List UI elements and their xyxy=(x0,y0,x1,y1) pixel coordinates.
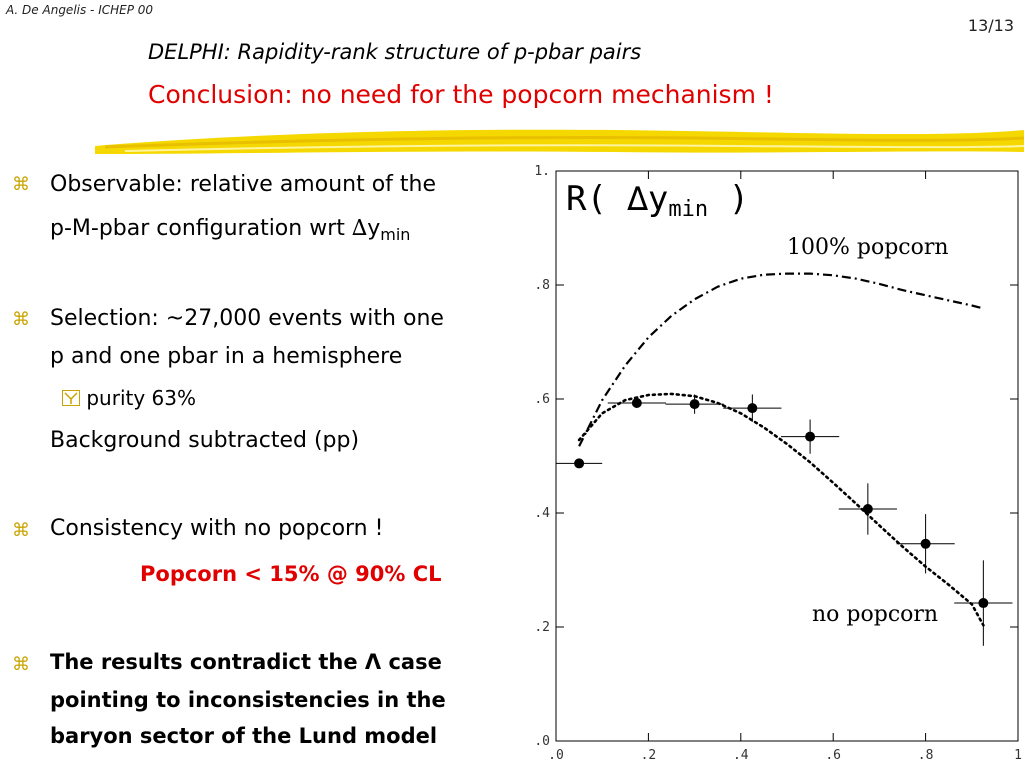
bullet-selection-line2: p and one pbar in a hemisphere xyxy=(50,344,403,369)
data-point xyxy=(632,398,642,408)
bullet-observable-line1: Observable: relative amount of the xyxy=(50,172,436,197)
bullet-results-line3: baryon sector of the Lund model xyxy=(50,724,438,748)
label-no-popcorn: no popcorn xyxy=(812,602,939,627)
bullet-consistency-line1: Consistency with no popcorn ! xyxy=(50,516,384,541)
curve-100-popcorn xyxy=(579,274,983,447)
x-tick-label: .2 xyxy=(640,748,657,763)
data-point xyxy=(690,399,700,409)
data-point xyxy=(978,598,988,608)
data-point xyxy=(921,539,931,549)
data-points xyxy=(556,394,1012,645)
page-number: 13/13 xyxy=(967,16,1014,35)
y-symbol: y xyxy=(367,216,381,241)
purity-text: purity 63% xyxy=(86,386,196,410)
y-tick-label: .4 xyxy=(534,506,550,521)
x-tick-label: .0 xyxy=(548,748,564,763)
delta-symbol: ∆ xyxy=(351,216,368,241)
data-point xyxy=(574,458,584,468)
command-icon: ⌘ xyxy=(12,654,30,675)
axis-title-delta-y: ∆y xyxy=(627,179,669,219)
y-tick-label: .2 xyxy=(534,620,550,635)
axis-title xyxy=(566,179,749,222)
checkbox-icon xyxy=(62,390,80,406)
y-tick-label: 1. xyxy=(534,164,550,179)
axis-title-prefix: R( xyxy=(566,179,628,219)
x-tick-label: .6 xyxy=(825,748,842,763)
data-point xyxy=(747,403,757,413)
data-point xyxy=(863,504,873,514)
min-subscript: min xyxy=(380,225,411,244)
y-tick-label: .0 xyxy=(534,734,550,749)
axis-title-sub: min xyxy=(668,197,709,222)
curve-no-popcorn xyxy=(579,394,983,625)
x-tick-label: .4 xyxy=(732,748,749,763)
command-icon: ⌘ xyxy=(12,520,30,541)
x-tick-label: 1 xyxy=(1014,748,1022,763)
bullet-results-line1: The results contradict the Λ case xyxy=(50,650,442,674)
slide-title: DELPHI: Rapidity-rank structure of p-pbar pairs xyxy=(148,40,642,64)
y-tick-label: .6 xyxy=(534,392,550,407)
bullet-selection-line1: Selection: ~27,000 events with one xyxy=(50,306,444,331)
x-tick-label: .8 xyxy=(917,748,934,763)
bullet-background-line: Background subtracted (pp) xyxy=(50,428,360,453)
data-point xyxy=(805,432,815,442)
y-tick-label: .8 xyxy=(534,278,550,293)
author-label: A. De Angelis - ICHEP 00 xyxy=(6,3,154,17)
x-axis xyxy=(548,171,1022,763)
bullet-observable-line2 xyxy=(50,216,410,244)
bullet-results-line2: pointing to inconsistencies in the xyxy=(50,688,446,712)
slide-subtitle: Conclusion: no need for the popcorn mechanism ! xyxy=(148,80,774,109)
command-icon: ⌘ xyxy=(12,174,30,195)
axis-title-suffix: ) xyxy=(708,179,750,219)
popcorn-limit-text: Popcorn < 15% @ 90% CL xyxy=(140,562,442,586)
rapidity-rank-plot xyxy=(505,150,1024,768)
label-100-popcorn: 100% popcorn xyxy=(787,235,949,260)
sub-bullet-purity xyxy=(62,386,196,410)
command-icon: ⌘ xyxy=(12,309,30,330)
bullet-observable-text: p-M-pbar configuration wrt xyxy=(50,216,352,241)
